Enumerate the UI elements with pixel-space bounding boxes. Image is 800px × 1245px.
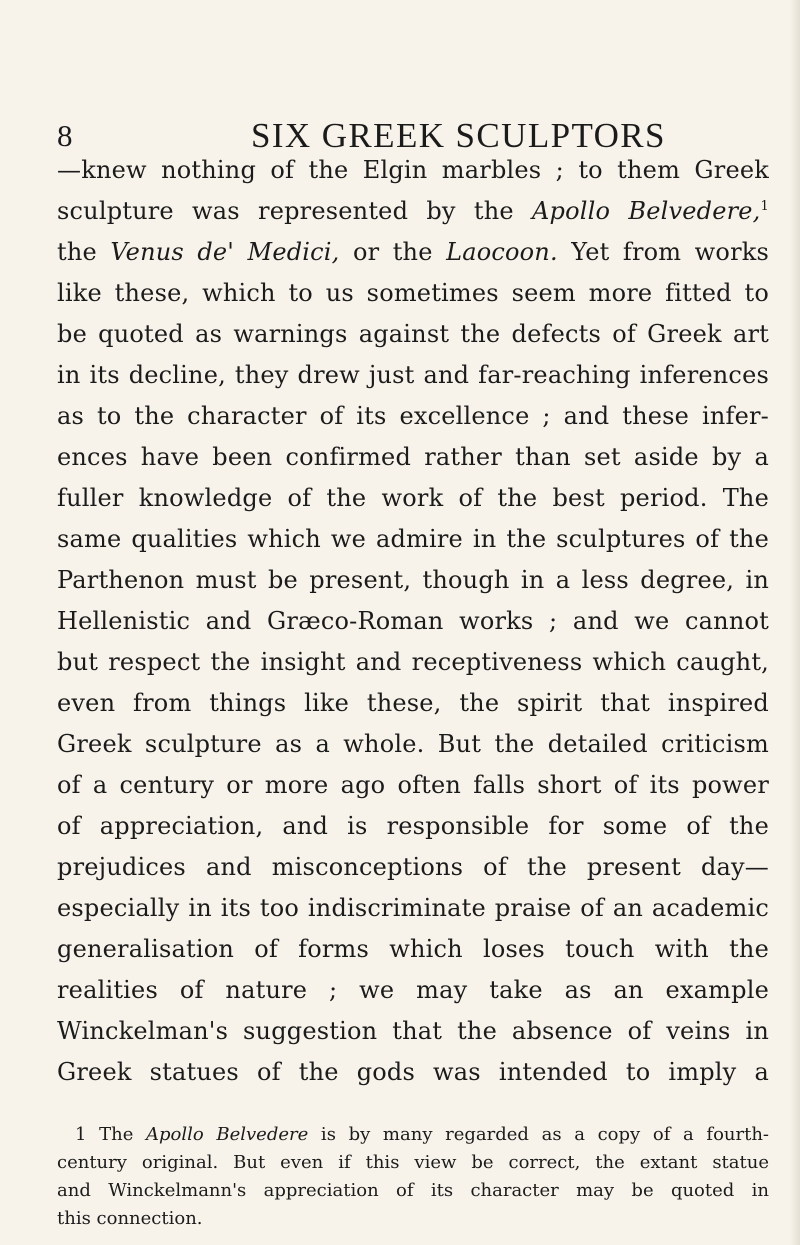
text-segment: is by many regarded as a copy of a fourth- xyxy=(308,1124,770,1145)
italic-title: Apollo Belvedere, xyxy=(532,197,761,225)
text-line: but respect the insight and receptiveness which caught, xyxy=(57,648,769,676)
text-line: prejudices and misconceptions of the present day— xyxy=(57,853,769,881)
text-line: Greek sculpture as a whole. But the detailed criticism xyxy=(57,730,769,758)
text-line: ences have been confirmed rather than set aside by a xyxy=(57,443,769,471)
text-line: realities of nature ; we may take as an example xyxy=(57,976,769,1004)
text-line: —knew nothing of the Elgin marbles ; to them Greek xyxy=(57,156,769,184)
italic-title: Venus de' Medici, xyxy=(110,238,340,266)
text-line: like these, which to us sometimes seem more fitted to xyxy=(57,279,769,307)
text-line: same qualities which we admire in the sculptures of the xyxy=(57,525,769,553)
text-line: especially in its too indiscriminate praise of an academic xyxy=(57,894,769,922)
text-line: fuller knowledge of the work of the best period. The xyxy=(57,484,769,512)
text-segment: the xyxy=(57,238,111,266)
text-segment: The xyxy=(86,1124,147,1145)
running-head: SIX GREEK SCULPTORS xyxy=(251,116,666,155)
footnote-line: this connection. xyxy=(57,1208,203,1229)
text-segment: Yet from works xyxy=(557,238,769,266)
text-line: as to the character of its excellence ; and these infer- xyxy=(57,402,769,430)
italic-title: Laocoon. xyxy=(446,238,558,266)
page-edge-shadow xyxy=(790,0,800,1245)
text-line: generalisation of forms which loses touch with the xyxy=(57,935,769,963)
text-line: of appreciation, and is responsible for some of the xyxy=(57,812,769,840)
footnote-marker: 1 xyxy=(75,1124,87,1145)
body-text xyxy=(57,150,769,1093)
text-line: of a century or more ago often falls short of its power xyxy=(57,771,769,799)
text-line: be quoted as warnings against the defects of Greek art xyxy=(57,320,769,348)
footnote-line: and Winckelmann's appreciation of its character may be quoted in xyxy=(57,1180,769,1201)
text-line: Winckelman's suggestion that the absence of veins in xyxy=(57,1017,769,1045)
text-line: Parthenon must be present, though in a less degree, in xyxy=(57,566,769,594)
italic-title: Apollo Belvedere xyxy=(146,1124,309,1145)
text-line: even from things like these, the spirit that inspired xyxy=(57,689,769,717)
text-line: in its decline, they drew just and far-reaching inferences xyxy=(57,361,769,389)
text-line xyxy=(57,232,769,273)
text-segment: or the xyxy=(339,238,447,266)
footnote-line: century original. But even if this view be correct, the extant statue xyxy=(57,1152,769,1173)
footnote-line xyxy=(57,1121,769,1149)
text-line: Greek statues of the gods was intended to imply a xyxy=(57,1058,769,1086)
text-segment: sculpture was represented by the xyxy=(57,197,532,225)
text-line xyxy=(57,191,769,232)
footnote xyxy=(57,1121,769,1233)
text-line: Hellenistic and Græco-Roman works ; and we cannot xyxy=(57,607,769,635)
footnote-reference[interactable]: 1 xyxy=(760,199,769,214)
page-number: 8 xyxy=(57,118,74,153)
